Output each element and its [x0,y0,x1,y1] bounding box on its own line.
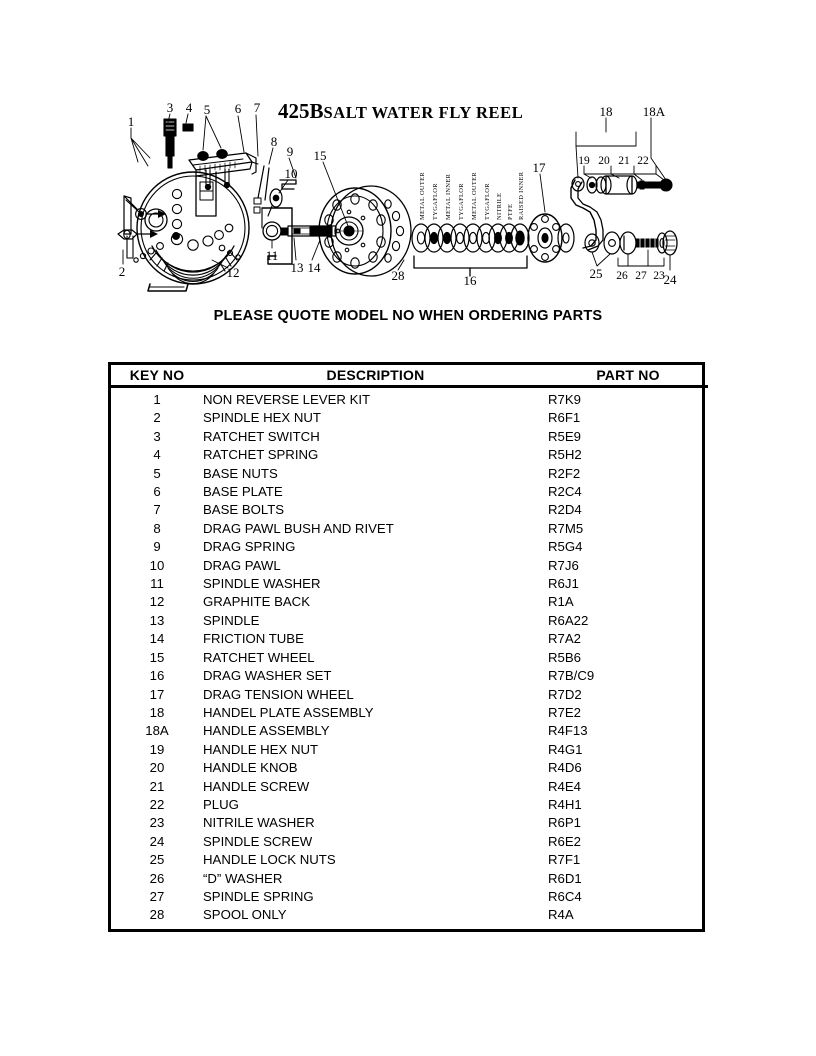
cell-description: SPOOL ONLY [203,907,287,923]
cell-part-no: R7J6 [548,557,579,573]
ratchet-switch-and-spring [164,119,193,168]
cell-description: DRAG WASHER SET [203,668,332,684]
table-row [111,612,708,630]
callout-5: 5 [203,102,211,117]
handle-assembly [587,176,672,194]
cell-description: NON REVERSE LEVER KIT [203,392,371,407]
cell-part-no: R6A22 [548,612,589,628]
callout-2: 2 [118,264,126,279]
table-row [111,704,708,722]
callout-13: 13 [290,260,304,275]
table-row [111,409,708,427]
callout-3: 3 [166,100,174,115]
callout-12: 12 [226,265,240,280]
cell-description: DRAG TENSION WHEEL [203,686,354,702]
cell-description: GRAPHITE BACK [203,594,310,610]
cell-description: SPINDLE [203,612,260,628]
cell-part-no: R6E2 [548,833,581,849]
table-row [111,667,708,685]
cell-key-no: 6 [153,484,161,500]
cell-key-no: 19 [149,741,165,757]
cell-description: SPINDLE WASHER [203,576,321,592]
cell-part-no: R4E4 [548,778,581,794]
callout-26: 26 [616,270,628,282]
cell-part-no: R7A2 [548,631,581,647]
callout-11: 11 [265,248,279,263]
cell-key-no: 27 [149,888,165,904]
cell-key-no: 1 [153,392,161,407]
cell-part-no: R6P1 [548,815,581,831]
cell-part-no: R7M5 [548,520,584,536]
table-row [111,888,708,906]
drag-pawl [268,189,282,216]
cell-key-no: 18 [149,704,165,720]
callout-16: 16 [463,273,477,288]
cell-key-no: 14 [149,631,165,647]
cell-description: DRAG SPRING [203,539,296,555]
cell-description: HANDLE HEX NUT [203,741,319,757]
table-row [111,796,708,814]
cell-description: “D” WASHER [203,870,283,886]
table-row [111,428,708,446]
cell-key-no: 28 [149,907,165,923]
cell-key-no: 8 [153,520,161,536]
cell-description: BASE PLATE [203,484,283,500]
callout-numbers [119,100,677,288]
callout-23: 23 [653,270,665,282]
parts-table-container [108,362,705,932]
parts-table-head [111,365,708,387]
cell-key-no: 23 [149,815,165,831]
cell-description: HANDEL PLATE ASSEMBLY [203,704,374,720]
table-row [111,649,708,667]
cell-key-no: 3 [153,428,161,444]
handle-plate-assembly [571,177,620,254]
cell-key-no: 13 [149,612,165,628]
cell-part-no: R2D4 [548,502,582,518]
washer-stack-labels [419,171,525,220]
cell-key-no: 10 [149,557,165,573]
callout-10: 10 [284,166,298,181]
cell-part-no: R7F1 [548,852,581,868]
table-row [111,501,708,519]
cell-part-no: R5E9 [548,428,581,444]
cell-description: DRAG PAWL BUSH AND RIVET [203,520,394,536]
table-row [111,686,708,704]
table-row [111,557,708,575]
washer-label-7: PTFE [507,203,514,220]
table-header-row [111,365,708,387]
cell-description: SPINDLE SCREW [203,833,313,849]
callout-21: 21 [618,155,630,167]
table-row [111,851,708,869]
drag-washer-set [412,224,529,276]
cell-description: BASE NUTS [203,465,278,481]
cell-part-no: R7D2 [548,686,582,702]
washer-label-4: METAL OUTER [471,171,478,220]
cell-key-no: 20 [149,760,165,776]
cell-description: HANDLE LOCK NUTS [203,852,336,868]
exploded-parts-diagram [0,88,816,303]
cell-key-no: 4 [153,447,161,463]
ordering-notice: PLEASE QUOTE MODEL NO WHEN ORDERING PARTS [213,308,603,324]
table-row [111,833,708,851]
cell-part-no: R5B6 [548,649,581,665]
ratchet-wheel [335,217,363,245]
cell-part-no: R4A [548,907,574,923]
callout-18a: 18A [642,104,666,119]
callout-9: 9 [286,144,294,159]
cell-part-no: R6C4 [548,888,582,904]
cell-part-no: R7K9 [548,392,581,407]
spool [319,186,411,276]
washer-label-0: METAL OUTER [419,171,426,220]
cell-key-no: 16 [149,668,165,684]
table-row [111,483,708,501]
table-row [111,722,708,740]
callout-1: 1 [127,114,135,129]
cell-key-no: 25 [149,852,165,868]
parts-table [111,365,708,929]
cell-key-no: 21 [149,778,165,794]
callout-28: 28 [391,268,405,283]
cell-description: NITRILE WASHER [203,815,315,831]
cell-key-no: 15 [149,649,165,665]
callout-17: 17 [532,160,546,175]
cell-part-no: R2C4 [548,484,582,500]
cell-key-no: 17 [149,686,165,702]
cell-description: HANDLE SCREW [203,778,310,794]
table-row [111,446,708,464]
cell-part-no: R7B/C9 [548,668,595,684]
cell-key-no: 22 [149,796,165,812]
cell-description: PLUG [203,796,239,812]
callout-24: 24 [663,272,677,287]
cell-part-no: R6D1 [548,870,582,886]
cell-part-no: R5G4 [548,539,583,555]
spindle-end-hardware [620,231,677,255]
cell-description: DRAG PAWL [203,557,281,573]
callout-7: 7 [253,100,261,115]
drag-pawl-bush-rivet [254,166,269,213]
cell-part-no: R6F1 [548,410,581,426]
table-row [111,906,708,928]
callout-8: 8 [270,134,278,149]
parts-table-body [111,387,708,929]
callout-22: 22 [637,155,649,167]
header-part-no: PART NO [548,365,708,387]
cell-key-no: 26 [149,870,165,886]
callout-19: 19 [578,155,590,167]
cell-part-no: R5H2 [548,447,582,463]
cell-key-no: 5 [153,465,161,481]
callout-25: 25 [589,266,603,281]
table-row [111,387,708,410]
base-plate-assembly [189,150,258,216]
table-row [111,759,708,777]
cell-description: SPINDLE SPRING [203,888,314,904]
table-row [111,538,708,556]
table-row [111,870,708,888]
washer-label-8: RAISED INNER [518,171,525,220]
table-row [111,630,708,648]
cell-part-no: R4D6 [548,760,582,776]
cell-key-no: 9 [153,539,161,555]
drag-tension-wheel [528,214,574,262]
cell-description: RATCHET WHEEL [203,649,315,665]
cell-description: FRICTION TUBE [203,631,304,647]
cell-key-no: 18A [145,723,169,739]
cell-key-no: 11 [150,576,164,592]
washer-label-3: TYGAFLOR [458,183,465,220]
callout-20: 20 [598,155,610,167]
table-row [111,575,708,593]
cell-part-no: R4F13 [548,723,588,739]
cell-key-no: 2 [153,410,161,426]
cell-description: RATCHET SWITCH [203,428,320,444]
cell-key-no: 12 [149,594,165,610]
title-model-number: 425B [278,99,324,123]
table-row [111,465,708,483]
washer-label-6: NITRILE [496,192,503,220]
cell-key-no: 7 [153,502,161,518]
washer-label-5: TYGAFLOR [484,183,491,220]
callout-6: 6 [234,101,242,116]
cell-part-no: R4H1 [548,796,582,812]
cell-description: HANDLE KNOB [203,760,298,776]
table-row [111,741,708,759]
callout-27: 27 [635,270,647,282]
title-product-name: SALT WATER FLY REEL [323,103,524,122]
washer-6 [477,224,495,252]
callout-15: 15 [313,148,327,163]
table-row [111,593,708,611]
cell-part-no: R7E2 [548,704,581,720]
washer-7 [489,224,507,252]
cell-description: SPINDLE HEX NUT [203,410,321,426]
table-row [111,814,708,832]
callout-18: 18 [599,104,613,119]
cell-description: HANDLE ASSEMBLY [203,723,330,739]
cell-key-no: 24 [149,833,165,849]
cell-description: RATCHET SPRING [203,447,319,463]
cell-part-no: R1A [548,594,574,610]
cell-description: BASE BOLTS [203,502,285,518]
washer-9-raised-inner [511,224,529,252]
cell-part-no: R2F2 [548,465,581,481]
cell-part-no: R6J1 [548,576,579,592]
washer-label-2: METAL INNER [445,173,452,220]
header-description: DESCRIPTION [203,365,548,387]
callout-14: 14 [307,260,321,275]
washer-label-1: TYGAFLOR [432,183,439,220]
header-key-no: KEY NO [111,365,203,387]
callout-4: 4 [185,100,193,115]
friction-tube [310,227,332,235]
table-row [111,520,708,538]
cell-part-no: R4G1 [548,741,583,757]
table-row [111,778,708,796]
